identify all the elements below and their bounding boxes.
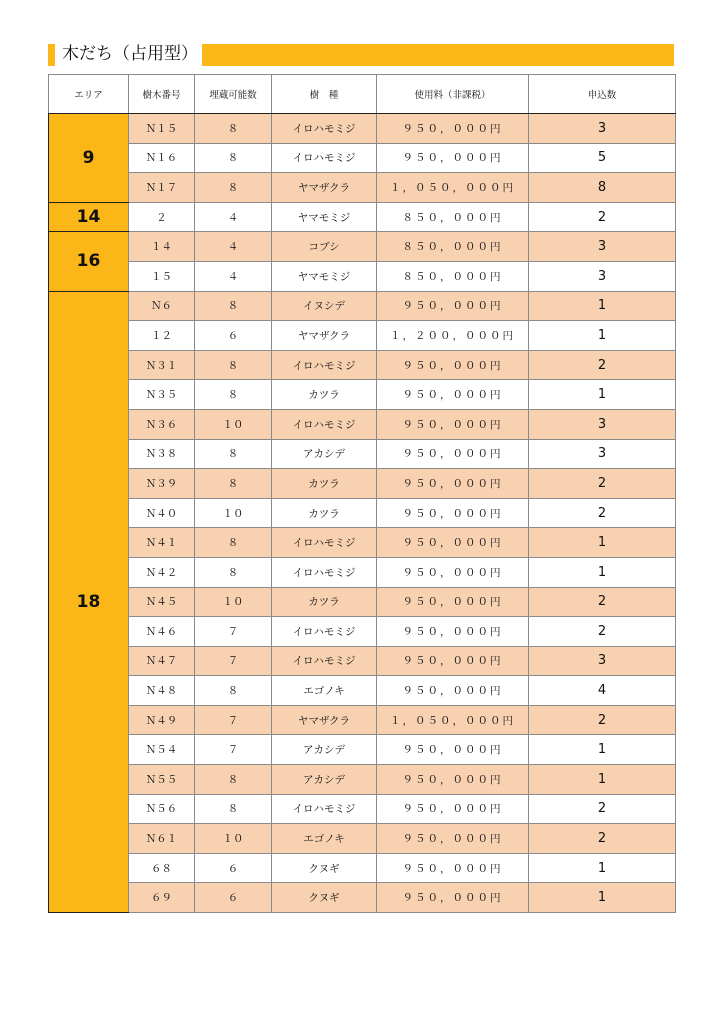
tree-number-cell: Ｎ１５: [129, 114, 195, 144]
tree-number-cell: Ｎ３６: [129, 409, 195, 439]
species-cell: カツラ: [272, 380, 377, 410]
tree-number-cell: ２: [129, 202, 195, 232]
capacity-cell: ８: [195, 380, 272, 410]
applications-cell: 2: [529, 824, 676, 854]
page-title: 木だち（占用型）: [62, 44, 198, 64]
fee-cell: ９５０，０００円: [377, 617, 529, 647]
table-row: [49, 114, 676, 144]
page-title-bar: [48, 44, 674, 66]
applications-cell: 1: [529, 291, 676, 321]
species-cell: イヌシデ: [272, 291, 377, 321]
tree-number-cell: Ｎ１６: [129, 143, 195, 173]
capacity-cell: ６: [195, 321, 272, 351]
table-row: [49, 705, 676, 735]
tree-number-cell: Ｎ４８: [129, 676, 195, 706]
fee-cell: ９５０，０００円: [377, 646, 529, 676]
species-cell: カツラ: [272, 498, 377, 528]
tree-number-cell: Ｎ４７: [129, 646, 195, 676]
applications-cell: 3: [529, 232, 676, 262]
capacity-cell: １０: [195, 409, 272, 439]
fee-cell: ８５０，０００円: [377, 232, 529, 262]
table-row: [49, 439, 676, 469]
applications-cell: 1: [529, 735, 676, 765]
capacity-cell: ８: [195, 557, 272, 587]
tree-number-cell: Ｎ３１: [129, 350, 195, 380]
applications-cell: 2: [529, 498, 676, 528]
tree-number-cell: Ｎ５５: [129, 765, 195, 795]
tree-number-cell: １２: [129, 321, 195, 351]
tree-number-cell: Ｎ４０: [129, 498, 195, 528]
tree-number-cell: Ｎ３９: [129, 469, 195, 499]
species-cell: イロハモミジ: [272, 617, 377, 647]
applications-cell: 4: [529, 676, 676, 706]
tree-number-cell: Ｎ３８: [129, 439, 195, 469]
applications-cell: 1: [529, 765, 676, 795]
capacity-cell: ６: [195, 853, 272, 883]
species-cell: ヤマザクラ: [272, 173, 377, 203]
capacity-cell: ７: [195, 617, 272, 647]
species-cell: イロハモミジ: [272, 557, 377, 587]
table-row: [49, 409, 676, 439]
species-cell: イロハモミジ: [272, 350, 377, 380]
capacity-cell: ４: [195, 261, 272, 291]
fee-cell: ９５０，０００円: [377, 735, 529, 765]
applications-cell: 5: [529, 143, 676, 173]
fee-cell: ９５０，０００円: [377, 469, 529, 499]
applications-cell: 1: [529, 557, 676, 587]
tree-number-cell: Ｎ１７: [129, 173, 195, 203]
header-tree-no: 樹木番号: [129, 75, 195, 114]
table-row: [49, 853, 676, 883]
capacity-cell: ７: [195, 735, 272, 765]
capacity-cell: ８: [195, 765, 272, 795]
applications-cell: 3: [529, 261, 676, 291]
applications-cell: 8: [529, 173, 676, 203]
tree-number-cell: １５: [129, 261, 195, 291]
tree-number-cell: Ｎ４１: [129, 528, 195, 558]
table-row: [49, 469, 676, 499]
species-cell: クヌギ: [272, 883, 377, 913]
table-row: [49, 617, 676, 647]
species-cell: アカシデ: [272, 735, 377, 765]
fee-cell: ８５０，０００円: [377, 202, 529, 232]
fee-cell: ９５０，０００円: [377, 794, 529, 824]
tree-listing-table: [48, 74, 676, 913]
tree-number-cell: Ｎ６１: [129, 824, 195, 854]
capacity-cell: ８: [195, 469, 272, 499]
species-cell: クヌギ: [272, 853, 377, 883]
species-cell: イロハモミジ: [272, 143, 377, 173]
tree-number-cell: １４: [129, 232, 195, 262]
species-cell: カツラ: [272, 587, 377, 617]
title-accent-mark: [48, 44, 55, 66]
applications-cell: 2: [529, 350, 676, 380]
header-applications: 申込数: [529, 75, 676, 114]
tree-number-cell: Ｎ６: [129, 291, 195, 321]
capacity-cell: １０: [195, 824, 272, 854]
fee-cell: ９５０，０００円: [377, 114, 529, 144]
tree-number-cell: Ｎ４９: [129, 705, 195, 735]
capacity-cell: ８: [195, 350, 272, 380]
table-row: [49, 380, 676, 410]
applications-cell: 1: [529, 853, 676, 883]
capacity-cell: ８: [195, 676, 272, 706]
fee-cell: ９５０，０００円: [377, 439, 529, 469]
capacity-cell: ７: [195, 705, 272, 735]
tree-number-cell: Ｎ５４: [129, 735, 195, 765]
species-cell: イロハモミジ: [272, 409, 377, 439]
species-cell: イロハモミジ: [272, 646, 377, 676]
fee-cell: ９５０，０００円: [377, 557, 529, 587]
capacity-cell: ８: [195, 528, 272, 558]
table-row: [49, 498, 676, 528]
applications-cell: 2: [529, 705, 676, 735]
fee-cell: ９５０，０００円: [377, 291, 529, 321]
fee-cell: １，２００，０００円: [377, 321, 529, 351]
table-row: [49, 321, 676, 351]
applications-cell: 3: [529, 646, 676, 676]
capacity-cell: ８: [195, 291, 272, 321]
applications-cell: 1: [529, 528, 676, 558]
fee-cell: ９５０，０００円: [377, 853, 529, 883]
species-cell: エゴノキ: [272, 676, 377, 706]
species-cell: ヤマザクラ: [272, 321, 377, 351]
fee-cell: ９５０，０００円: [377, 824, 529, 854]
species-cell: ヤマモミジ: [272, 261, 377, 291]
fee-cell: ９５０，０００円: [377, 765, 529, 795]
header-species: 樹 種: [272, 75, 377, 114]
capacity-cell: ６: [195, 883, 272, 913]
capacity-cell: ８: [195, 143, 272, 173]
table-body: [49, 114, 676, 913]
title-accent-strip: [202, 44, 674, 66]
header-fee: 使用料（非課税）: [377, 75, 529, 114]
table-row: [49, 202, 676, 232]
species-cell: エゴノキ: [272, 824, 377, 854]
area-cell: 14: [49, 202, 129, 232]
table-row: [49, 291, 676, 321]
table-row: [49, 883, 676, 913]
species-cell: コブシ: [272, 232, 377, 262]
applications-cell: 3: [529, 114, 676, 144]
table-row: [49, 173, 676, 203]
capacity-cell: １０: [195, 587, 272, 617]
capacity-cell: ７: [195, 646, 272, 676]
tree-number-cell: ６９: [129, 883, 195, 913]
applications-cell: 3: [529, 439, 676, 469]
applications-cell: 2: [529, 794, 676, 824]
fee-cell: ９５０，０００円: [377, 409, 529, 439]
header-capacity: 埋蔵可能数: [195, 75, 272, 114]
capacity-cell: ４: [195, 232, 272, 262]
applications-cell: 1: [529, 321, 676, 351]
capacity-cell: ４: [195, 202, 272, 232]
fee-cell: ９５０，０００円: [377, 883, 529, 913]
fee-cell: ９５０，０００円: [377, 587, 529, 617]
header-area: エリア: [49, 75, 129, 114]
header-row: [49, 75, 676, 114]
tree-number-cell: Ｎ３５: [129, 380, 195, 410]
capacity-cell: ８: [195, 439, 272, 469]
capacity-cell: ８: [195, 173, 272, 203]
tree-number-cell: Ｎ４６: [129, 617, 195, 647]
fee-cell: ９５０，０００円: [377, 350, 529, 380]
area-cell: 9: [49, 114, 129, 203]
capacity-cell: ８: [195, 114, 272, 144]
fee-cell: １，０５０，０００円: [377, 705, 529, 735]
applications-cell: 1: [529, 883, 676, 913]
table-row: [49, 261, 676, 291]
tree-number-cell: Ｎ５６: [129, 794, 195, 824]
applications-cell: 2: [529, 202, 676, 232]
capacity-cell: ８: [195, 794, 272, 824]
table-row: [49, 646, 676, 676]
fee-cell: ９５０，０００円: [377, 676, 529, 706]
table-row: [49, 765, 676, 795]
species-cell: アカシデ: [272, 765, 377, 795]
area-cell: 16: [49, 232, 129, 291]
table-row: [49, 587, 676, 617]
table-row: [49, 794, 676, 824]
table-row: [49, 143, 676, 173]
table-row: [49, 232, 676, 262]
table-row: [49, 676, 676, 706]
species-cell: アカシデ: [272, 439, 377, 469]
applications-cell: 2: [529, 587, 676, 617]
fee-cell: ８５０，０００円: [377, 261, 529, 291]
capacity-cell: １０: [195, 498, 272, 528]
species-cell: イロハモミジ: [272, 794, 377, 824]
fee-cell: ９５０，０００円: [377, 380, 529, 410]
tree-number-cell: Ｎ４２: [129, 557, 195, 587]
applications-cell: 2: [529, 469, 676, 499]
applications-cell: 1: [529, 380, 676, 410]
table-row: [49, 557, 676, 587]
species-cell: イロハモミジ: [272, 114, 377, 144]
species-cell: カツラ: [272, 469, 377, 499]
table-row: [49, 824, 676, 854]
fee-cell: ９５０，０００円: [377, 143, 529, 173]
table-row: [49, 350, 676, 380]
fee-cell: ９５０，０００円: [377, 498, 529, 528]
area-cell: 18: [49, 291, 129, 912]
table-row: [49, 528, 676, 558]
applications-cell: 2: [529, 617, 676, 647]
table-row: [49, 735, 676, 765]
species-cell: ヤマザクラ: [272, 705, 377, 735]
tree-number-cell: Ｎ４５: [129, 587, 195, 617]
fee-cell: １，０５０，０００円: [377, 173, 529, 203]
applications-cell: 3: [529, 409, 676, 439]
species-cell: ヤマモミジ: [272, 202, 377, 232]
tree-number-cell: ６８: [129, 853, 195, 883]
species-cell: イロハモミジ: [272, 528, 377, 558]
fee-cell: ９５０，０００円: [377, 528, 529, 558]
